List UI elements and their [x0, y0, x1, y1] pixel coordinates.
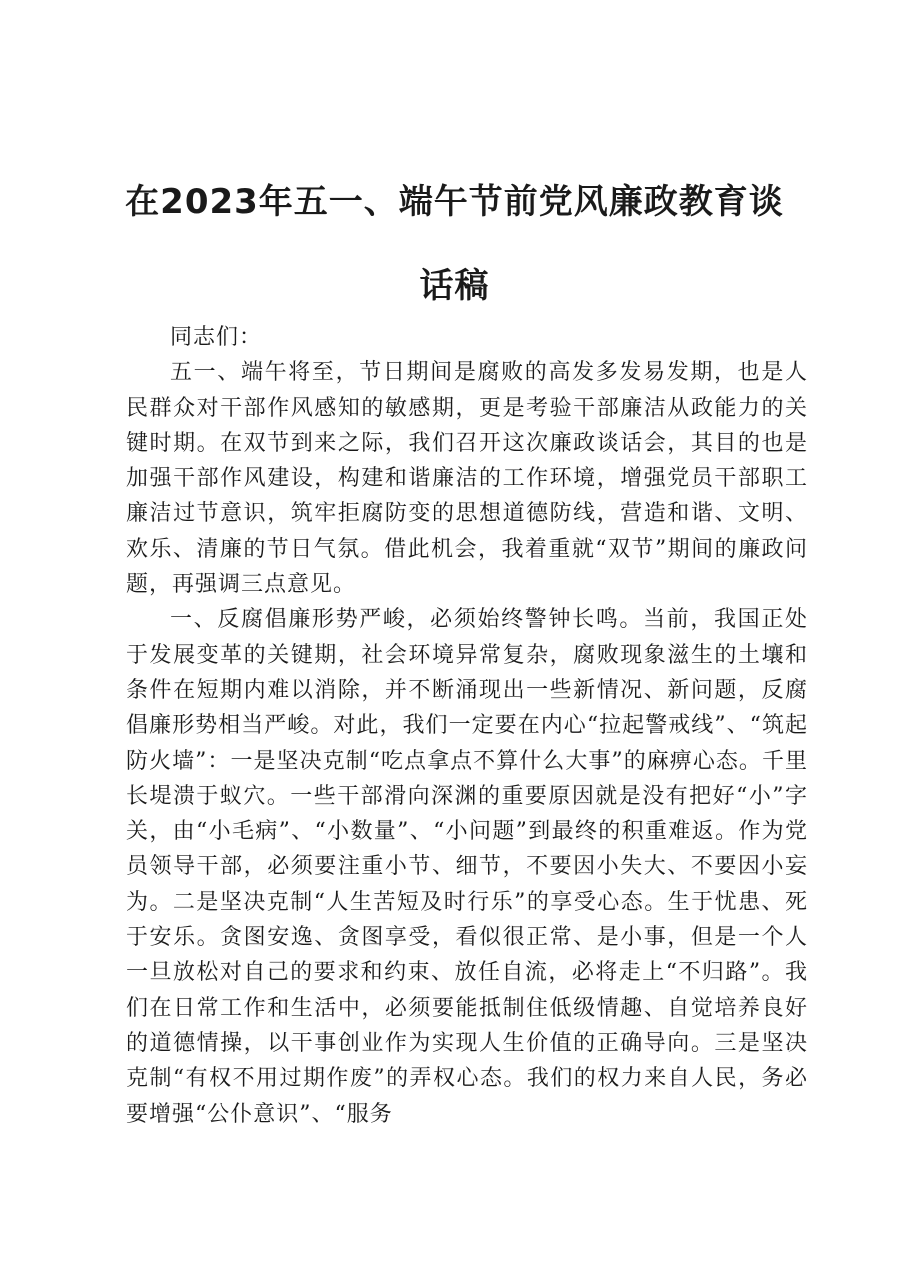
document-body — [126, 320, 808, 1132]
document-title: 在2023年五一、端午节前党风廉政教育谈话稿 — [125, 182, 784, 306]
paragraph-intro: 五一、端午将至，节日期间是腐败的高发多发易发期，也是人民群众对干部作风感知的敏感期，更是考验干部廉洁从政能力的关键时期。在双节到来之际，我们召开这次廉政谈话会，其目的也是加强干部作风建设，构建和谐廉洁的工作环境，增强党员干部职工廉洁过节意识，筑牢拒腐防变的思想道德防线，营造和谐、文明、欢乐、清廉的节日气氛。借此机会，我着重就“双节”期间的廉政问题，再强调三点意见。 — [126, 360, 808, 598]
salutation: 同志们： — [170, 325, 263, 350]
paragraph-section-one: 一、反腐倡廉形势严峻，必须始终警钟长鸣。当前，我国正处于发展变革的关键期，社会环境异常复杂，腐败现象滋生的土壤和条件在短期内难以消除，并不断涌现出一些新情况、新问题，反腐倡廉形势相当严峻。对此，我们一定要在内心“拉起警戒线”、“筑起防火墙”：一是坚决克制“吃点拿点不算什么大事”的麻痹心态。千里长堤溃于蚁穴。一些干部滑向深渊的重要原因就是没有把好“小”字关，由“小毛病”、“小数量”、“小问题”到最终的积重难返。作为党员领导干部，必须要注重小节、细节，不要因小失大、不要因小妄为。二是坚决克制“人生苦短及时行乐”的享受心态。生于忧患、死于安乐。贪图安逸、贪图享受，看似很正常、是小事，但是一个人一旦放松对自己的要求和约束、放任自流，必将走上“不归路”。我们在日常工作和生活中，必须要能抵制住低级情趣、自觉培养良好的道德情操，以干事创业作为实现人生价值的正确导向。三是坚决克制“有权不用过期作废”的弄权心态。我们的权力来自人民，务必要增强“公仆意识”、“服务 — [126, 607, 808, 1127]
